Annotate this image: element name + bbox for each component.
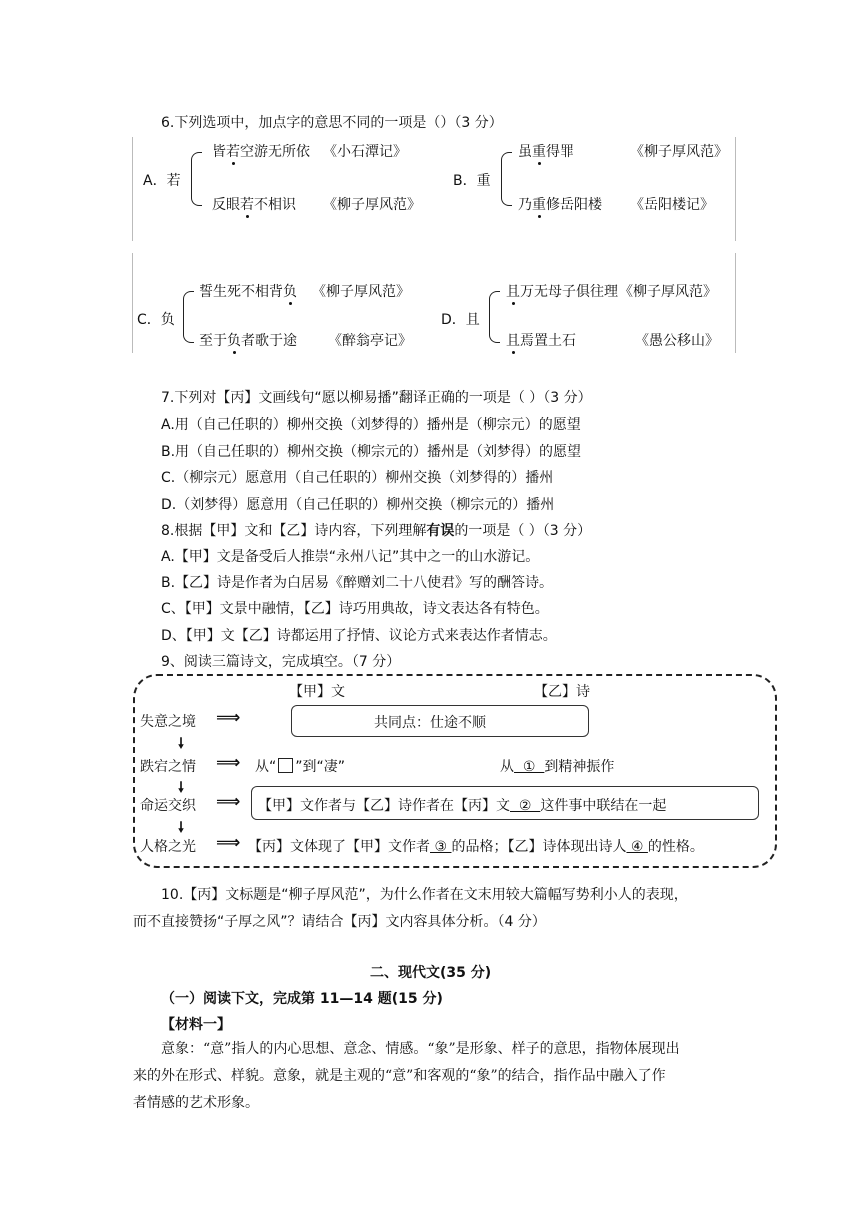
row1-text: 共同点：仕途不顺 <box>374 715 486 731</box>
section2-subtitle: （一）阅读下文，完成第 11—14 题(15 分) <box>161 991 443 1007</box>
option-b-line1: 虽重得罪 <box>518 144 574 160</box>
row4-blank-3[interactable]: ③ <box>430 839 452 855</box>
row2-left-pre: 从“ <box>255 759 277 775</box>
row4-blank-4[interactable]: ④ <box>626 839 648 855</box>
option-d-src2: 《愚公移山》 <box>635 333 719 349</box>
row2-right <box>500 756 614 776</box>
option-c-brace <box>183 291 194 343</box>
option-d-line1: 且万无母子俱往理 <box>506 284 618 300</box>
row1-label: 失意之境 <box>140 714 196 730</box>
material-1-para-line2: 来的外在形式、样貌。意象，就是主观的“意”和客观的“象”的结合，指作品中融入了作 <box>133 1068 666 1084</box>
q7-option-d: D.（刘梦得）愿意用（自己任职的）柳州交换（柳宗元的）播州 <box>161 497 555 513</box>
row4-post: 的性格。 <box>647 839 704 855</box>
row3-post: 这件事中联结在一起 <box>540 798 667 814</box>
row1-arrow: ⟹ <box>216 708 241 728</box>
row2-blank-square[interactable] <box>278 758 293 773</box>
row4-arrow: ⟹ <box>216 833 241 853</box>
q8-stem-bold: 有误 <box>426 523 455 539</box>
row4-label: 人格之光 <box>140 839 196 855</box>
material-1-heading: 【材料一】 <box>161 1017 231 1033</box>
option-b-src2: 《岳阳楼记》 <box>630 197 714 213</box>
option-b-src1: 《柳子厚风范》 <box>630 144 728 160</box>
row3-pre: 【甲】文作者与【乙】诗作者在【丙】文 <box>258 798 510 814</box>
option-d-line2: 且焉置土石 <box>506 333 576 349</box>
q10-line2: 而不直接赞扬“子厚之风”？请结合【丙】文内容具体分析。（4 分） <box>133 914 546 930</box>
option-d-brace <box>489 291 500 343</box>
option-c-line2: 至于负者歌于途 <box>199 333 297 349</box>
q6-stem: 6.下列选项中，加点字的意思不同的一项是（）（3 分） <box>161 115 503 131</box>
row2-left-post: ”到“凄” <box>295 759 346 775</box>
option-a-label: A．若 <box>143 173 181 189</box>
q8-stem-post: 的一项是（ ）（3 分） <box>454 523 592 539</box>
row4-mid: 的品格；【乙】诗体现出诗人 <box>451 839 627 855</box>
option-a-brace <box>191 152 202 206</box>
q8-stem <box>161 520 591 540</box>
down-arrow-3: 🠗 <box>178 820 185 836</box>
option-a-src1: 《小石潭记》 <box>323 144 407 160</box>
q8-option-c: C、【甲】文景中融情，【乙】诗巧用典故，诗文表达各有特色。 <box>161 601 549 617</box>
q8-stem-pre: 8.根据【甲】文和【乙】诗内容，下列理解 <box>161 523 427 539</box>
row3-arrow: ⟹ <box>216 792 241 812</box>
option-c-src2: 《醉翁亭记》 <box>328 333 412 349</box>
row2-right-post: 到精神振作 <box>544 759 615 775</box>
material-1-para-line3: 者情感的艺术形象。 <box>133 1095 259 1111</box>
q8-option-a: A.【甲】文是备受后人推崇“永州八记”其中之一的山水游记。 <box>161 549 540 565</box>
q7-option-a: A.用（自己任职的）柳州交换（刘梦得的）播州是（柳宗元）的愿望 <box>161 417 581 433</box>
row3-label: 命运交织 <box>140 798 196 814</box>
option-c-label: C．负 <box>137 312 175 328</box>
row2-right-pre: 从 <box>500 759 514 775</box>
q7-stem: 7.下列对【丙】文画线句“愿以柳易播”翻译正确的一项是（ ）（3 分） <box>161 390 592 406</box>
option-b-label: B．重 <box>453 173 491 189</box>
down-arrow-1: 🠗 <box>178 736 185 752</box>
row2-blank-1[interactable]: ① <box>514 759 545 775</box>
q8-option-d: D、【甲】文【乙】诗都运用了抒情、议论方式来表达作者情志。 <box>161 628 557 644</box>
q7-option-b: B.用（自己任职的）柳州交换（柳宗元的）播州是（刘梦得）的愿望 <box>161 444 582 460</box>
row3-text <box>258 795 666 815</box>
row4-pre: 【丙】文体现了【甲】文作者 <box>248 839 430 855</box>
row2-arrow: ⟹ <box>216 753 241 773</box>
q9-stem: 9、阅读三篇诗文，完成填空。（7 分） <box>161 654 401 670</box>
row3-blank-2[interactable]: ② <box>510 798 541 814</box>
row2-label: 跌宕之情 <box>140 759 196 775</box>
down-arrow-2: 🠗 <box>178 780 185 796</box>
option-a-line1: 皆若空游无所依 <box>212 144 310 160</box>
row4-text <box>248 836 704 856</box>
q9-head-jia: 【甲】文 <box>289 684 345 700</box>
option-b-brace <box>501 152 512 206</box>
option-c-line1: 誓生死不相背负 <box>199 284 297 300</box>
option-a-line2: 反眼若不相识 <box>212 197 296 213</box>
material-1-para-line1: 意象：“意”指人的内心思想、意念、情感。“象”是形象、样子的意思，指物体展现出 <box>161 1041 680 1057</box>
section2-title: 二、现代文(35 分) <box>370 965 492 981</box>
q10-line1: 10.【丙】文标题是“柳子厚风范”，为什么作者在文末用较大篇幅写势利小人的表现， <box>161 887 688 903</box>
q9-head-yi: 【乙】诗 <box>534 684 590 700</box>
q8-option-b: B.【乙】诗是作者为白居易《醉赠刘二十八使君》写的酬答诗。 <box>161 575 554 591</box>
row2-left <box>255 756 345 776</box>
q7-option-c: C.（柳宗元）愿意用（自己任职的）柳州交换（刘梦得的）播州 <box>161 470 554 486</box>
option-d-src1: 《柳子厚风范》 <box>619 284 717 300</box>
option-d-label: D．且 <box>441 312 480 328</box>
option-a-src2: 《柳子厚风范》 <box>323 197 421 213</box>
option-b-line2: 乃重修岳阳楼 <box>518 197 602 213</box>
option-c-src1: 《柳子厚风范》 <box>312 284 410 300</box>
